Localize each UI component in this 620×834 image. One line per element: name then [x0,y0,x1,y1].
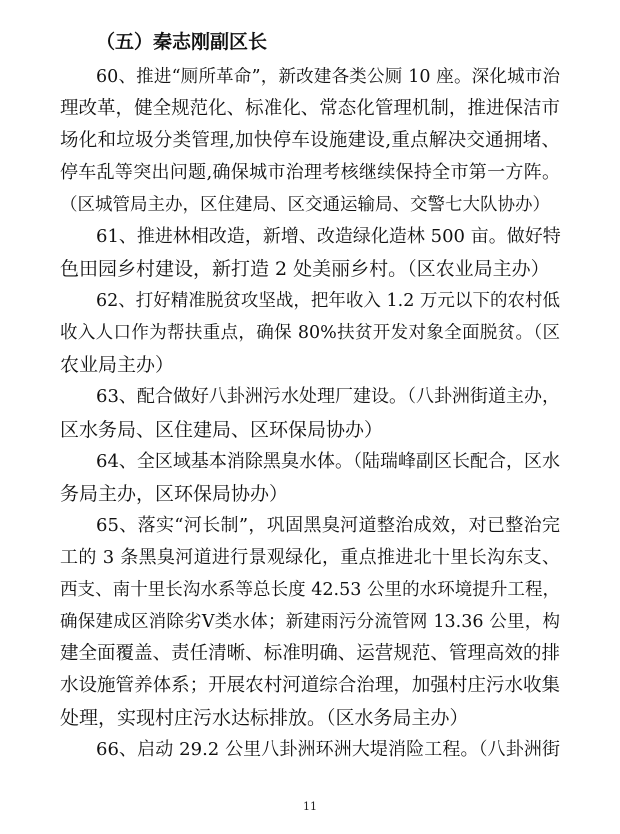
paragraph-line: 65、落实“河长制”，巩固黑臭河道整治成效，对已整治完 [96,515,560,536]
paragraph-line: 63、配合做好八卦洲污水处理厂建设。（八卦洲街道主办， [96,386,560,407]
paragraph-line: 水设施管养体系；开展农村河道综合治理，加强村庄污水收集 [60,675,560,696]
paragraph-line: 61、推进林相改造，新增、改造绿化造林 500 亩。做好特 [96,226,561,247]
section-heading: （五）秦志刚副区长 [96,31,268,53]
paragraph-line: （区城管局主办，区住建局、区交通运输局、交警七大队协办） [60,195,550,215]
paragraph-line: 农业局主办） [60,354,175,376]
paragraph-line: 收入人口作为帮扶重点，确保 80%扶贫开发对象全面脱贫。（区 [60,323,560,343]
paragraph-line: 场化和垃圾分类管理,加快停车设施建设,重点解决交通拥堵、 [60,130,560,151]
paragraph-line: 工的 3 条黑臭河道进行景观绿化，重点推进北十里长沟东支、 [60,547,560,568]
paragraph-line: 务局主办，区环保局协办） [60,483,289,505]
paragraph-line: 62、打好精准脱贫攻坚战，把年收入 1.2 万元以下的农村低 [96,291,560,311]
paragraph-line: 停车乱等突出问题,确保城市治理考核继续保持全市第一方阵。 [60,162,560,183]
page-number: 11 [303,800,317,813]
paragraph-line: 区水务局、区住建局、区环保局协办） [60,419,384,441]
paragraph-line: 理改革，健全规范化、标准化、常态化管理机制，推进保洁市 [60,98,560,119]
paragraph-line: 建全面覆盖、责任清晰、标准明确、运营规范、管理高效的排 [60,643,560,664]
paragraph-line: 66、启动 29.2 公里八卦洲环洲大堤消险工程。（八卦洲街 [96,739,560,760]
paragraph-line: 64、全区域基本消除黑臭水体。（陆瑞峰副区长配合，区水 [96,451,560,472]
paragraph-line: 确保建成区消除劣Ⅴ类水体；新建雨污分流管网 13.36 公里，构 [60,612,560,632]
paragraph-line: 西支、南十里长沟水系等总长度 42.53 公里的水环境提升工程， [60,580,560,600]
paragraph-line: 色田园乡村建设，新打造 2 处美丽乡村。（区农业局主办） [60,258,550,280]
paragraph-line: 处理，实现村庄污水达标排放。（区水务局主办） [60,707,469,729]
paragraph-line: 60、推进“厕所革命”，新改建各类公厕 10 座。深化城市治 [96,67,560,87]
